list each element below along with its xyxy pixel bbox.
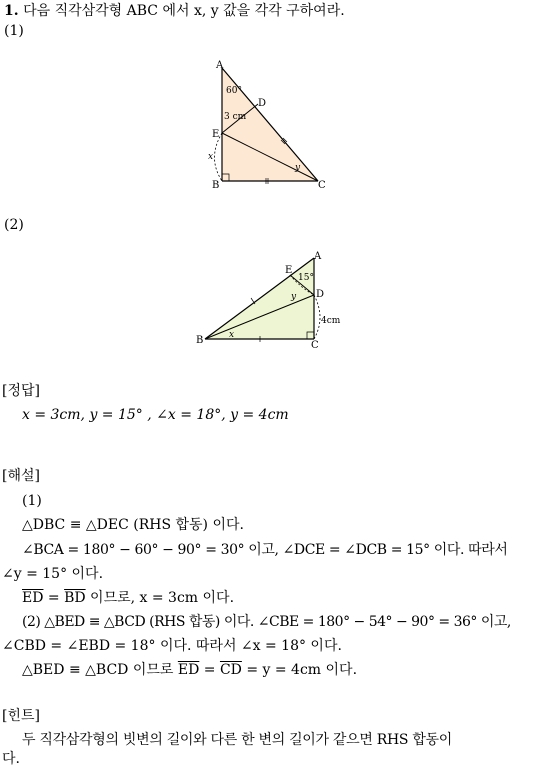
problem-number: 1. <box>4 3 19 19</box>
hint-line-2: 다. <box>2 751 20 767</box>
figure-1 <box>205 58 335 193</box>
segment-cd: $\overline{CD}$ <box>219 662 242 678</box>
fig2-label-d: D <box>316 289 325 300</box>
fig2-label-e: E <box>285 265 293 276</box>
fig1-x-mark: x <box>208 152 214 162</box>
answer-text: x = 3cm, y = 15° , ∠x = 18°, y = 4cm <box>22 407 289 423</box>
solution-line-4: ∠y = 15° 이다. <box>2 566 104 582</box>
equals-2: = <box>199 662 220 678</box>
segment-bd: $\overline{BD}$ <box>64 590 86 606</box>
solution-line-5 <box>22 589 234 607</box>
solution-line-5-tail: 이므로, x = 3cm 이다. <box>85 590 235 606</box>
fig1-label-a: A <box>216 60 224 71</box>
solution-header: [해설] <box>2 468 40 484</box>
fig1-label-b: B <box>212 180 220 191</box>
hint-line-1: 두 직각삼각형의 빗변의 길이와 다른 한 변의 길이가 같으면 RHS 합동이 <box>22 732 452 748</box>
fig1-angle-label: 60° <box>226 86 242 96</box>
solution-line-3: ∠BCA = 180° − 60° − 90° = 30° 이고, ∠DCE = ∠DCB = 15° 이다. 따라서 <box>22 542 508 558</box>
equals: = <box>43 590 65 606</box>
problem-text: 다음 직각삼각형 ABC 에서 x, y 값을 각각 구하여라. <box>23 3 345 19</box>
hint-header: [힌트] <box>2 708 40 724</box>
answer-header: [정답] <box>2 383 40 399</box>
solution-line-7: ∠CBD = ∠EBD = 18° 이다. 따라서 ∠x = 18° 이다. <box>2 638 342 654</box>
fig2-x-mark: x <box>229 330 235 340</box>
solution-line-1: (1) <box>22 493 42 509</box>
solution-line-6: (2) △BED ≡ △BCD (RHS 합동) 이다. ∠CBE = 180° − 54° − 90° = 36° 이고, <box>22 614 511 630</box>
solution-line-8-tail: = y = 4cm 이다. <box>241 662 358 678</box>
fig2-angle-label: 15° <box>298 273 314 283</box>
fig1-length-label: 3 cm <box>224 112 247 122</box>
fig1-label-e: E <box>212 129 220 140</box>
fig1-y-mark: y <box>295 163 301 173</box>
segment-ed: $\overline{ED}$ <box>22 590 44 606</box>
figure-2 <box>193 248 343 352</box>
fig2-label-c: C <box>311 340 319 351</box>
solution-line-2: △DBC ≡ △DEC (RHS 합동) 이다. <box>22 517 244 533</box>
fig1-label-d: D <box>258 98 267 109</box>
problem-statement <box>4 2 345 20</box>
fig2-label-b: B <box>196 335 204 346</box>
fig2-y-mark: y <box>291 292 297 302</box>
fig2-label-a: A <box>314 251 322 262</box>
part2-label: (2) <box>4 217 24 233</box>
solution-line-8 <box>22 661 357 679</box>
segment-ed-2: $\overline{ED}$ <box>177 662 200 678</box>
fig2-length-label: 4cm <box>321 316 341 326</box>
part1-label: (1) <box>4 23 24 39</box>
solution-line-8-head: △BED ≡ △BCD 이므로 <box>22 662 178 678</box>
fig1-label-c: C <box>318 180 326 191</box>
